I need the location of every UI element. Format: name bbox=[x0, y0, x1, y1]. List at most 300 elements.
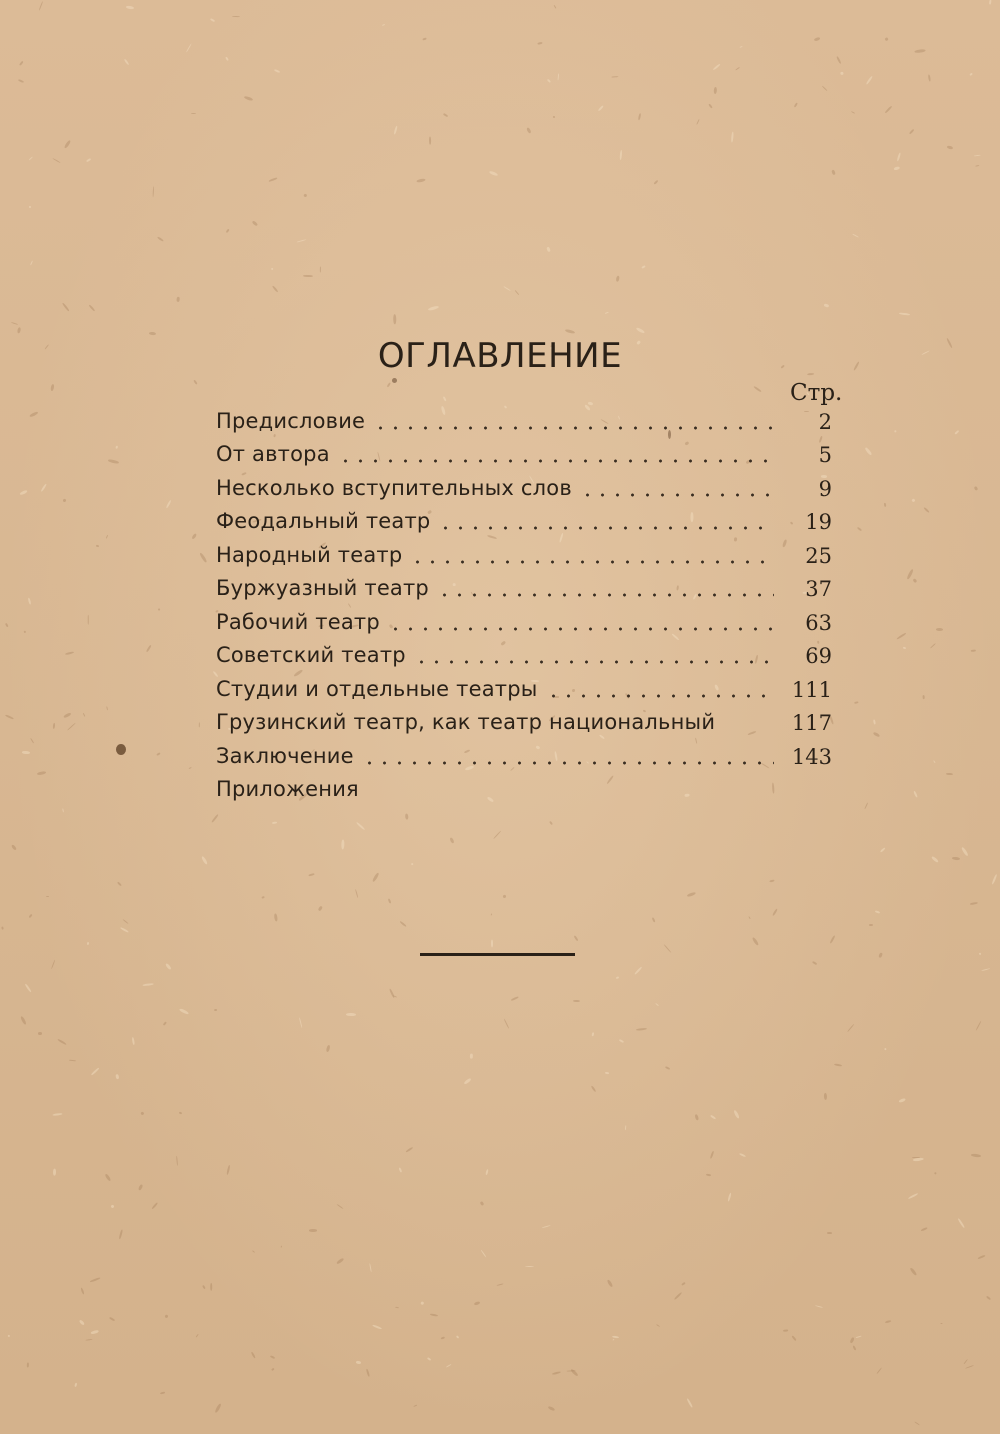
paper-fiber bbox=[29, 206, 32, 208]
paper-fiber bbox=[281, 1245, 283, 1248]
toc-row-conclusion bbox=[216, 737, 832, 771]
paper-fiber bbox=[936, 628, 943, 631]
paper-fiber bbox=[381, 24, 384, 27]
toc-entry-page: 111 bbox=[791, 677, 832, 702]
paper-fiber bbox=[974, 155, 981, 157]
paper-fiber bbox=[164, 1314, 168, 1318]
paper-fiber bbox=[399, 921, 407, 928]
paper-fiber bbox=[606, 1279, 613, 1287]
paper-fiber bbox=[687, 892, 696, 898]
paper-fiber bbox=[450, 837, 455, 844]
paper-fiber bbox=[511, 996, 519, 1001]
paper-fiber bbox=[464, 1078, 472, 1085]
paper-fiber bbox=[142, 983, 153, 986]
paper-fiber bbox=[829, 935, 835, 944]
paper-fiber bbox=[29, 914, 33, 918]
paper-fiber bbox=[708, 104, 713, 109]
paper-fiber bbox=[373, 873, 380, 883]
paper-fiber bbox=[674, 1292, 683, 1300]
toc-entry-page: 69 bbox=[805, 644, 832, 668]
paper-fiber bbox=[727, 1192, 732, 1201]
paper-fiber bbox=[24, 631, 27, 634]
paper-fiber bbox=[30, 738, 34, 744]
paper-fiber bbox=[177, 296, 180, 301]
paper-fiber bbox=[573, 1000, 580, 1003]
paper-fiber bbox=[869, 924, 873, 926]
paper-fiber bbox=[210, 1283, 212, 1291]
paper-fiber bbox=[79, 1319, 85, 1325]
paper-fiber bbox=[443, 113, 448, 117]
paper-fiber bbox=[612, 1339, 615, 1342]
paper-fiber bbox=[274, 913, 278, 921]
paper-fiber bbox=[812, 961, 818, 966]
paper-fiber bbox=[17, 327, 21, 334]
toc-entry-title: Народный театр bbox=[216, 542, 403, 567]
paper-fiber bbox=[635, 1027, 646, 1030]
paper-fiber bbox=[215, 1403, 222, 1413]
paper-fiber bbox=[429, 137, 431, 145]
paper-fiber bbox=[269, 177, 278, 182]
paper-fiber bbox=[225, 57, 229, 62]
page-column-label: Стр. bbox=[790, 380, 843, 406]
paper-fiber bbox=[553, 5, 556, 9]
paper-fiber bbox=[178, 1111, 181, 1114]
paper-fiber bbox=[772, 908, 778, 916]
paper-fiber bbox=[991, 874, 997, 885]
paper-fiber bbox=[961, 847, 969, 857]
dot-leader bbox=[410, 560, 774, 564]
toc-row-soviet-theatre bbox=[216, 637, 832, 671]
paper-fiber bbox=[899, 1098, 906, 1103]
paper-fiber bbox=[148, 332, 155, 336]
paper-fiber bbox=[52, 158, 60, 163]
paper-fiber bbox=[591, 1032, 594, 1036]
dot-leader bbox=[414, 660, 774, 664]
paper-fiber bbox=[176, 1156, 178, 1166]
paper-fiber bbox=[975, 165, 979, 167]
paper-fiber bbox=[969, 72, 973, 76]
paper-fiber bbox=[118, 1229, 123, 1239]
paper-fiber bbox=[80, 1287, 84, 1294]
paper-fiber bbox=[22, 751, 30, 754]
paper-fiber bbox=[714, 87, 717, 94]
paper-fiber bbox=[395, 1307, 399, 1309]
paper-fiber bbox=[710, 1115, 716, 1120]
paper-fiber bbox=[856, 1335, 862, 1338]
paper-fiber bbox=[502, 895, 506, 899]
paper-fiber bbox=[89, 305, 96, 312]
paper-fiber bbox=[226, 229, 230, 233]
paper-fiber bbox=[696, 118, 700, 124]
paper-fiber bbox=[979, 953, 982, 956]
paper-fiber bbox=[46, 896, 49, 898]
paper-fiber bbox=[605, 312, 609, 314]
dot-leader bbox=[388, 627, 774, 631]
paper-fiber bbox=[65, 651, 74, 655]
paper-fiber bbox=[664, 1066, 670, 1070]
paper-fiber bbox=[923, 506, 930, 512]
paper-fiber bbox=[731, 131, 734, 142]
paper-fiber bbox=[739, 1152, 746, 1157]
paper-fiber bbox=[91, 1067, 100, 1075]
paper-fiber bbox=[152, 1202, 158, 1209]
paper-fiber bbox=[62, 809, 64, 813]
paper-fiber bbox=[638, 114, 641, 121]
paper-fiber bbox=[493, 830, 501, 839]
paper-fiber bbox=[422, 37, 426, 40]
paper-fiber bbox=[598, 104, 605, 111]
paper-fiber bbox=[857, 526, 862, 530]
paper-fiber bbox=[398, 1167, 401, 1172]
paper-fiber bbox=[1, 926, 4, 929]
paper-fiber bbox=[548, 1406, 555, 1411]
paper-fiber bbox=[620, 150, 623, 160]
paper-fiber bbox=[783, 1330, 788, 1332]
toc-entry-page: 2 bbox=[818, 409, 832, 434]
paper-fiber bbox=[120, 927, 129, 933]
paper-fiber bbox=[616, 275, 620, 281]
paper-fiber bbox=[894, 430, 897, 433]
page-title: ОГЛАВЛЕНИЕ bbox=[377, 336, 623, 376]
paper-fiber bbox=[106, 535, 109, 539]
toc-entry-page: 25 bbox=[805, 543, 832, 568]
paper-fiber bbox=[497, 1284, 504, 1287]
paper-fiber bbox=[387, 898, 391, 903]
paper-fiber bbox=[211, 813, 219, 822]
paper-fiber bbox=[733, 1110, 740, 1120]
paper-fiber bbox=[251, 1352, 256, 1359]
paper-fiber bbox=[558, 73, 560, 80]
paper-fiber bbox=[824, 304, 829, 308]
paper-fiber bbox=[446, 1363, 451, 1367]
toc-entry-title: Заключение bbox=[216, 743, 354, 768]
paper-fiber bbox=[37, 771, 46, 775]
dot-leader bbox=[338, 459, 774, 463]
paper-fiber bbox=[885, 37, 889, 41]
paper-fiber bbox=[427, 306, 438, 311]
paper-fiber bbox=[821, 86, 827, 92]
paper-fiber bbox=[625, 1126, 627, 1131]
dot-leader bbox=[373, 426, 774, 430]
paper-fiber bbox=[491, 940, 493, 948]
paper-fiber bbox=[11, 322, 18, 326]
paper-fiber bbox=[304, 194, 308, 198]
paper-fiber bbox=[336, 1257, 344, 1264]
paper-fiber bbox=[356, 821, 366, 830]
toc-entry-page: 19 bbox=[805, 510, 832, 534]
paper-fiber bbox=[38, 1032, 42, 1035]
dot-leader bbox=[362, 761, 774, 765]
paper-fiber bbox=[272, 285, 279, 293]
paper-fiber bbox=[53, 1169, 56, 1176]
paper-fiber bbox=[155, 752, 160, 756]
paper-fiber bbox=[62, 302, 69, 311]
toc-entry-title: Приложения bbox=[216, 777, 359, 801]
paper-fiber bbox=[872, 731, 879, 737]
paper-fiber bbox=[346, 1013, 356, 1016]
paper-fiber bbox=[695, 1114, 699, 1120]
paper-fiber bbox=[226, 1165, 231, 1176]
paper-fiber bbox=[978, 1255, 986, 1260]
paper-fiber bbox=[884, 1048, 887, 1051]
paper-fiber bbox=[565, 329, 576, 334]
paper-fiber bbox=[884, 503, 887, 508]
dot-leader bbox=[438, 526, 774, 530]
paper-fiber bbox=[163, 1022, 167, 1026]
paper-fiber bbox=[706, 1173, 712, 1176]
paper-fiber bbox=[552, 1371, 561, 1375]
paper-fiber bbox=[642, 266, 646, 269]
paper-fiber bbox=[82, 713, 85, 717]
paper-fiber bbox=[110, 1205, 114, 1209]
paper-fiber bbox=[823, 1093, 826, 1100]
paper-fiber bbox=[903, 646, 907, 648]
paper-fiber bbox=[417, 178, 426, 183]
paper-fiber bbox=[913, 1158, 924, 1162]
paper-fiber bbox=[252, 1250, 255, 1253]
paper-fiber bbox=[320, 266, 322, 272]
paper-fiber bbox=[848, 1024, 855, 1032]
paper-fiber bbox=[865, 447, 873, 456]
paper-fiber bbox=[356, 1360, 362, 1363]
toc-row-introduction bbox=[216, 469, 832, 503]
toc-entry-title: Студии и отдельные театры bbox=[216, 676, 538, 701]
paper-fiber bbox=[318, 905, 323, 911]
paper-fiber bbox=[553, 116, 556, 118]
paper-fiber bbox=[252, 220, 258, 226]
paper-fiber bbox=[864, 803, 868, 809]
toc-row-feudal-theatre bbox=[216, 503, 832, 537]
paper-fiber bbox=[369, 1263, 372, 1272]
paper-fiber bbox=[933, 1172, 936, 1175]
paper-fiber bbox=[954, 430, 959, 435]
paper-fiber bbox=[908, 1193, 918, 1200]
paper-fiber bbox=[616, 977, 619, 980]
paper-fiber bbox=[91, 1277, 102, 1282]
paper-fiber bbox=[952, 857, 960, 861]
toc-row-preface bbox=[216, 402, 832, 436]
paper-fiber bbox=[827, 1232, 832, 1234]
paper-fiber bbox=[964, 1359, 968, 1364]
paper-fiber bbox=[455, 1335, 459, 1339]
paper-fiber bbox=[421, 1302, 424, 1306]
paper-fiber bbox=[914, 49, 925, 53]
paper-fiber bbox=[652, 917, 656, 923]
paper-fiber bbox=[834, 1064, 842, 1067]
paper-fiber bbox=[200, 553, 208, 563]
paper-fiber bbox=[8, 1335, 11, 1338]
paper-fiber bbox=[840, 72, 844, 75]
toc-row-georgian-theatre bbox=[216, 704, 832, 738]
toc-entry-page: 37 bbox=[805, 577, 832, 601]
toc-entry-page: 9 bbox=[818, 476, 832, 501]
paper-fiber bbox=[51, 959, 56, 969]
paper-fiber bbox=[341, 840, 344, 850]
paper-fiber bbox=[923, 695, 925, 699]
paper-fiber bbox=[909, 129, 914, 134]
paper-fiber bbox=[244, 96, 254, 102]
paper-fiber bbox=[851, 111, 855, 114]
paper-fiber bbox=[681, 1282, 685, 1285]
paper-fiber bbox=[38, 1, 43, 10]
paper-fiber bbox=[53, 723, 56, 729]
paper-fiber bbox=[232, 15, 240, 16]
paper-fiber bbox=[570, 1368, 578, 1376]
paper-fiber bbox=[791, 1335, 796, 1341]
toc-row-from-author bbox=[216, 436, 832, 470]
paper-fiber bbox=[131, 1037, 135, 1046]
paper-fiber bbox=[430, 1313, 438, 1316]
paper-fiber bbox=[298, 1017, 302, 1028]
toc-entry-title: Советский театр bbox=[216, 643, 406, 667]
toc-entry-title: Предисловие bbox=[216, 408, 366, 433]
paper-fiber bbox=[470, 1053, 473, 1058]
paper-fiber bbox=[574, 936, 579, 942]
paper-fiber bbox=[885, 1320, 891, 1323]
paper-fiber bbox=[405, 813, 408, 819]
paper-fiber bbox=[202, 1285, 206, 1289]
paper-fiber bbox=[653, 180, 659, 185]
paper-fiber bbox=[911, 498, 915, 502]
paper-fiber bbox=[946, 773, 953, 776]
paper-fiber bbox=[885, 106, 892, 114]
paper-fiber bbox=[117, 881, 122, 886]
paper-fiber bbox=[105, 1173, 112, 1181]
paper-fiber bbox=[108, 458, 119, 463]
paper-fiber bbox=[51, 1113, 62, 1117]
paper-fiber bbox=[663, 944, 671, 953]
paper-fiber bbox=[337, 1204, 344, 1209]
paper-fiber bbox=[441, 1337, 445, 1340]
paper-fiber bbox=[74, 1383, 77, 1387]
paper-fiber bbox=[106, 706, 108, 710]
paper-fiber bbox=[940, 1323, 942, 1324]
paper-fiber bbox=[971, 650, 976, 652]
paper-fiber bbox=[85, 1339, 93, 1341]
paper-fiber bbox=[372, 1324, 382, 1330]
paper-fiber bbox=[878, 952, 883, 958]
paper-fiber bbox=[636, 327, 645, 334]
paper-fiber bbox=[11, 844, 17, 851]
paper-fiber bbox=[63, 499, 67, 503]
paper-fiber bbox=[896, 632, 906, 640]
paper-fiber bbox=[393, 126, 398, 135]
paper-fiber bbox=[712, 64, 720, 71]
section-divider-rule bbox=[420, 953, 575, 956]
paper-fiber bbox=[752, 936, 759, 945]
paper-fiber bbox=[686, 1398, 692, 1407]
paper-fiber bbox=[740, 46, 743, 48]
paper-fiber bbox=[503, 1019, 509, 1029]
paper-fiber bbox=[270, 1355, 275, 1359]
ink-spot bbox=[116, 744, 126, 755]
paper-fiber bbox=[28, 157, 33, 161]
paper-fiber bbox=[210, 18, 215, 22]
paper-fiber bbox=[29, 411, 39, 418]
paper-fiber bbox=[309, 1229, 317, 1231]
paper-fiber bbox=[989, 0, 991, 4]
paper-fiber bbox=[196, 1334, 199, 1338]
paper-fiber bbox=[974, 486, 978, 491]
paper-fiber bbox=[537, 41, 543, 45]
paper-fiber bbox=[63, 712, 72, 718]
paper-fiber bbox=[387, 382, 392, 388]
ink-speck bbox=[392, 378, 397, 383]
paper-fiber bbox=[69, 1059, 76, 1061]
paper-fiber bbox=[958, 1218, 965, 1228]
paper-fiber bbox=[876, 1367, 882, 1374]
paper-fiber bbox=[928, 75, 931, 82]
paper-fiber bbox=[179, 1008, 189, 1015]
paper-fiber bbox=[873, 719, 876, 724]
paper-fiber bbox=[656, 1324, 660, 1327]
paper-fiber bbox=[57, 1039, 67, 1046]
paper-fiber bbox=[165, 963, 171, 970]
paper-fiber bbox=[87, 615, 88, 625]
paper-fiber bbox=[853, 1345, 857, 1350]
paper-fiber bbox=[122, 919, 128, 924]
paper-fiber bbox=[489, 170, 499, 176]
paper-fiber bbox=[914, 1421, 920, 1425]
paper-fiber bbox=[875, 910, 881, 914]
paper-fiber bbox=[157, 236, 164, 241]
paper-fiber bbox=[309, 873, 315, 876]
paper-fiber bbox=[947, 145, 954, 149]
paper-fiber bbox=[547, 79, 551, 83]
paper-fiber bbox=[41, 484, 48, 493]
paper-fiber bbox=[115, 1074, 119, 1079]
paper-fiber bbox=[24, 983, 32, 993]
table-of-contents bbox=[216, 402, 832, 804]
paper-fiber bbox=[394, 314, 397, 324]
paper-fiber bbox=[880, 847, 886, 852]
paper-fiber bbox=[709, 1151, 714, 1159]
paper-fiber bbox=[159, 1392, 164, 1395]
paper-fiber bbox=[5, 714, 14, 719]
paper-fiber bbox=[981, 968, 990, 971]
paper-fiber bbox=[899, 312, 910, 315]
paper-fiber bbox=[480, 1201, 485, 1206]
toc-entry-title: Феодальный театр bbox=[216, 509, 431, 533]
paper-fiber bbox=[931, 856, 939, 863]
paper-fiber bbox=[525, 1265, 534, 1266]
paper-fiber bbox=[768, 879, 774, 882]
paper-fiber bbox=[366, 1369, 370, 1377]
toc-entry-title: Рабочий театр bbox=[216, 609, 380, 634]
paper-fiber bbox=[413, 1404, 417, 1407]
dot-leader bbox=[580, 493, 774, 497]
paper-fiber bbox=[123, 59, 129, 66]
paper-fiber bbox=[271, 1368, 274, 1371]
paper-fiber bbox=[50, 383, 54, 390]
paper-fiber bbox=[303, 275, 313, 278]
paper-fiber bbox=[913, 578, 918, 583]
toc-entry-title: Грузинский театр, как театр национальный bbox=[216, 710, 716, 734]
toc-entry-page bbox=[359, 801, 409, 804]
paper-fiber bbox=[214, 1009, 217, 1011]
paper-fiber bbox=[754, 386, 762, 393]
dot-leader bbox=[723, 727, 774, 731]
paper-fiber bbox=[913, 791, 918, 798]
paper-fiber bbox=[655, 1003, 659, 1006]
paper-fiber bbox=[831, 169, 836, 175]
paper-fiber bbox=[158, 608, 161, 611]
paper-fiber bbox=[815, 1305, 823, 1308]
paper-fiber bbox=[191, 533, 197, 540]
paper-fiber bbox=[897, 152, 902, 162]
paper-fiber bbox=[748, 916, 750, 919]
paper-fiber bbox=[146, 645, 152, 653]
